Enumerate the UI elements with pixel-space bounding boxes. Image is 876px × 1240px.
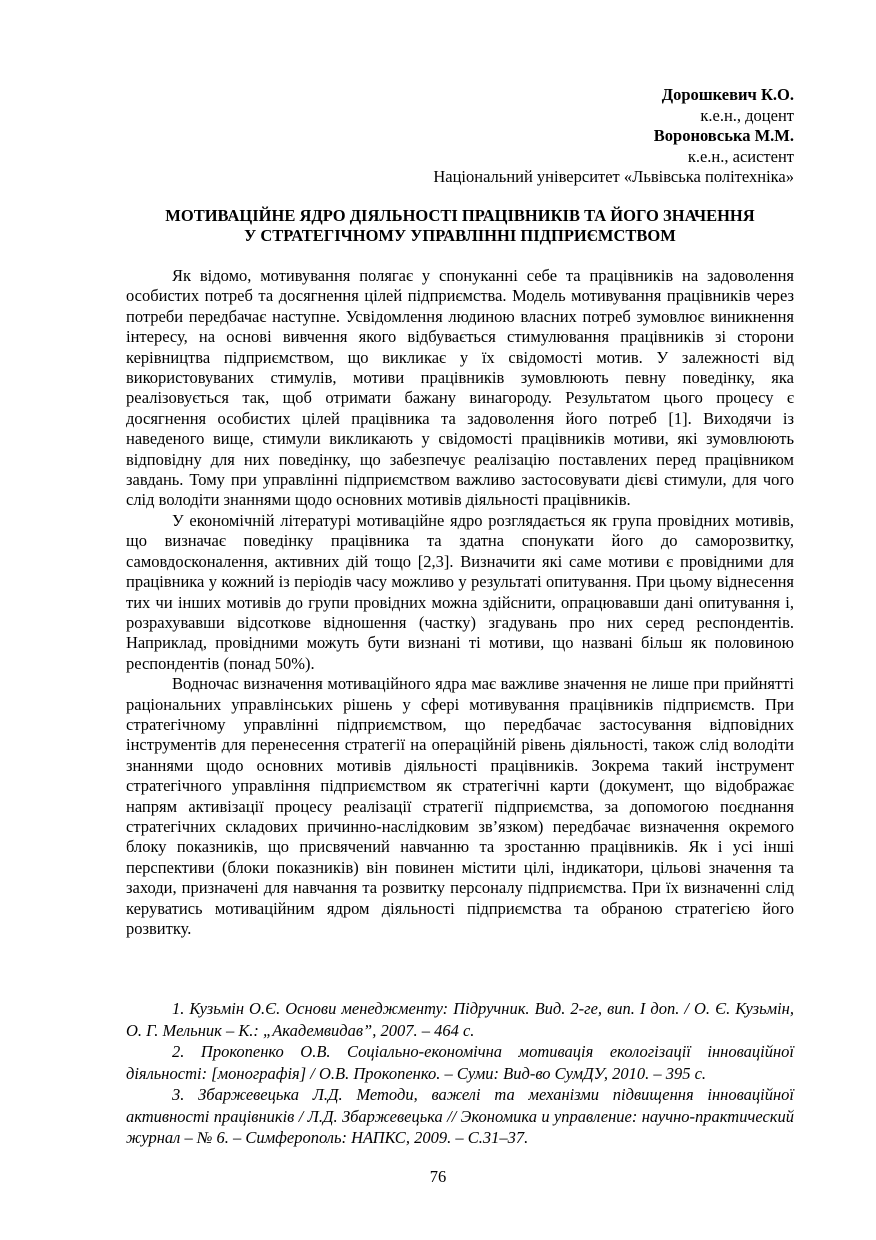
references (126, 998, 794, 1149)
author-block (433, 85, 794, 188)
paragraph: Водночас визначення мотиваційного ядра має важливе значення не лише при прийнятті раціональних управлінських рішень у сфері мотивування працівників підприємств. При стратегічному управлінні підприємством, що передбачає застосування відповідних інструментів для перенесення стратегії на операційній рівень діяльності, також слід володіти знаннями щодо основних мотивів діяльності працівників. Зокрема такий інструмент стратегічного управління підприємством як стратегічні карти (документ, що відображає напрям активізації процесу реалізації стратегії підприємства, за допомогою поєднання стратегічних складових причинно-наслідковим зв’язком) передбачає визначення окремого блоку показників, що присвячений навчанню та зростанню працівників. Як і усі інші перспективи (блоки показників) він повинен містити цілі, індикатори, цільові значення та заходи, призначені для навчання та розвитку персоналу підприємства. При їх визначенні слід керуватись мотиваційним ядром діяльності підприємства та обраною стратегією його розвитку. (126, 674, 794, 938)
author-position: к.е.н., асистент (687, 146, 794, 166)
affiliation: Національний університет «Львівська політехніка» (433, 167, 794, 186)
page-number: 76 (429, 1167, 447, 1186)
author-name: Вороновська М.М. (653, 126, 794, 145)
body-text (126, 266, 794, 939)
title-line: У СТРАТЕГІЧНОМУ УПРАВЛІННІ ПІДПРИЄМСТВОМ (244, 226, 676, 245)
reference-item: 2. Прокопенко О.В. Соціально-економічна мотивація екологізації інноваційної діяльності: [монографія] / О.В. Прокопенко. – Суми: Вид-во СумДУ, 2010. – 395 с. (126, 1042, 794, 1083)
paper-title (125, 206, 795, 246)
reference-item: 1. Кузьмін О.Є. Основи менеджменту: Підручник. Вид. 2-ге, вип. І доп. / О. Є. Кузьмін, О. Г. Мельник – К.: „Академвидав”, 2007. – 464 с. (126, 999, 794, 1040)
reference-item: 3. Збаржевецька Л.Д. Методи, важелі та механізми підвищення інноваційної активності працівників / Л.Д. Збаржевецька // Экономика и управление: научно-практический журнал – № 6. – Симферополь: НАПКС, 2009. – С.31–37. (126, 1085, 794, 1147)
title-line: МОТИВАЦІЙНЕ ЯДРО ДІЯЛЬНОСТІ ПРАЦІВНИКІВ ТА ЙОГО ЗНАЧЕННЯ (165, 206, 755, 225)
author-name: Дорошкевич К.О. (661, 85, 794, 104)
paragraph: Як відомо, мотивування полягає у спонуканні себе та працівників на задоволення особистих потреб та досягнення цілей підприємства. Модель мотивування працівників через потреби передбачає наступне. Усвідомлення людиною власних потреб зумовлює виникнення інтересу, на основі вивчення якого відбувається стимулювання працівників зі сторони керівництва підприємством, що викликає у їх свідомості мотив. У залежності від використовуваних стимулів, мотиви працівників зумовлюють певну поведінку, яка реалізовується так, щоб отримати бажану винагороду. Результатом цього процесу є досягнення особистих цілей працівника та задоволення його потреб [1]. Виходячи із наведеного вище, стимули викликають у свідомості працівників мотиви, які зумовлюють відповідну для них поведінку, що забезпечує реалізацію поставлених перед працівником завдань. Тому при управлінні підприємством важливо застосовувати дієві стимули, для чого слід володіти знаннями щодо основних мотивів діяльності працівників. (126, 266, 794, 510)
paragraph: У економічній літературі мотиваційне ядро розглядається як група провідних мотивів, що визначає поведінку працівника та здатна спонукати його до саморозвитку, самовдосконалення, активних дій тощо [2,3]. Визначити які саме мотиви є провідними для працівника у кожний із періодів часу можливо у результаті опитування. При цьому віднесення тих чи інших мотивів до групи провідних можна здійснити, опрацювавши дані опитування і, розрахувавши відсоткове відношення (частку) згадувань про них серед респондентів. Наприклад, провідними можуть бути визнані ті мотиви, що названі більш як половиною респондентів (понад 50%). (126, 510, 794, 673)
author-position: к.е.н., доцент (700, 105, 794, 125)
